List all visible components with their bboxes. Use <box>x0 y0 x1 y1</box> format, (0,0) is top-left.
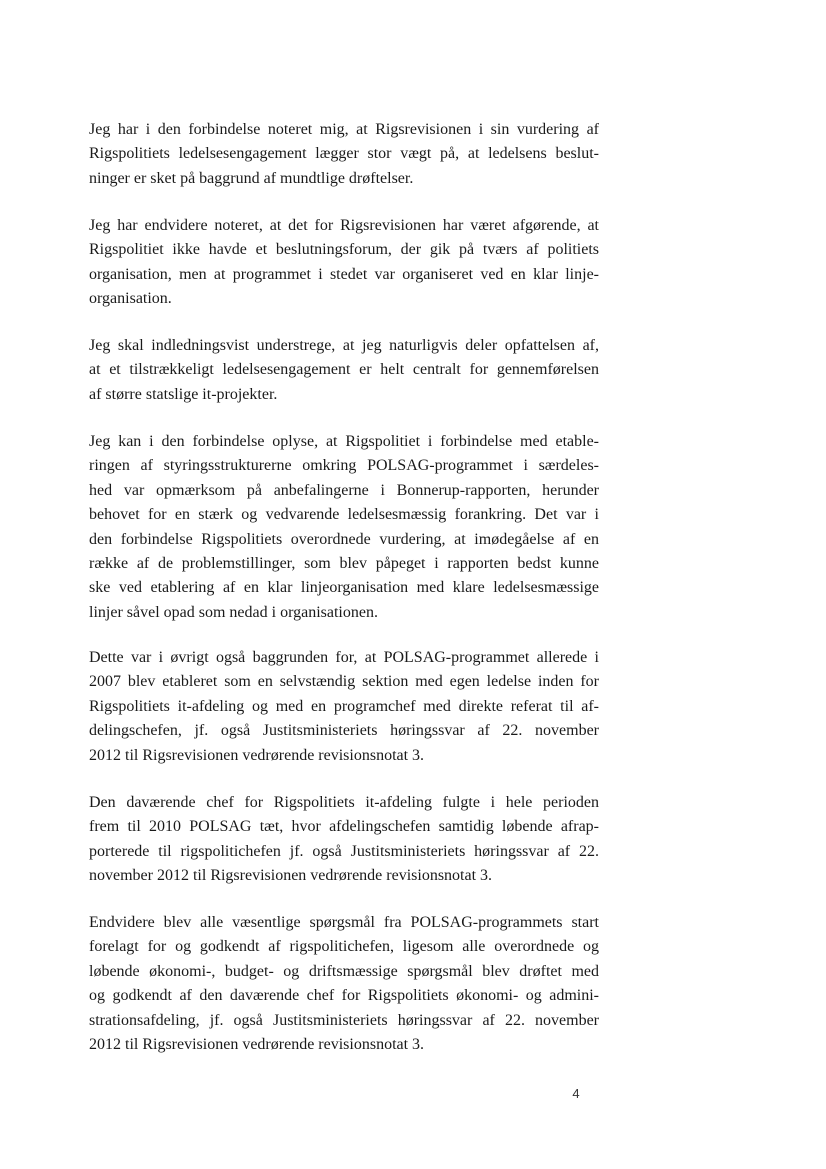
paragraph-7 <box>89 911 599 1057</box>
paragraph-4 <box>89 430 599 625</box>
text-line: organisation, men at programmet i stedet var organiseret ved en klar linje- <box>89 265 599 283</box>
text-line: Den daværende chef for Rigspolitiets it-afdeling fulgte i hele perioden <box>89 794 599 811</box>
text-line: den forbindelse Rigspolitiets overordnede vurdering, at imødegåelse af en <box>89 530 599 548</box>
paragraph-1 <box>89 118 599 191</box>
text-line: Jeg har i den forbindelse noteret mig, at Rigsrevisionen i sin vurdering af <box>89 121 599 138</box>
paragraph-6 <box>89 791 599 889</box>
text-line: 2012 til Rigsrevisionen vedrørende revisionsnotat 3. <box>89 1035 425 1053</box>
text-line: organisation. <box>89 290 172 308</box>
text-line: behovet for en stærk og vedvarende ledelsesmæssig forankring. Det var i <box>89 506 599 524</box>
text-line: og godkendt af den daværende chef for Rigspolitiets økonomi- og admini- <box>89 987 599 1005</box>
text-line: ringen af styringsstrukturerne omkring POLSAG-programmet i særdeles- <box>89 457 599 475</box>
text-line: løbende økonomi-, budget- og driftsmæssige spørgsmål blev drøftet med <box>89 962 599 980</box>
text-line: Rigspolitiet ikke havde et beslutningsforum, der gik på tværs af politiets <box>89 241 599 259</box>
page-number: 4 <box>572 1086 580 1101</box>
text-line: linjer såvel opad som nedad i organisationen. <box>89 603 378 621</box>
paragraph-2 <box>89 214 599 312</box>
text-line: strationsafdeling, jf. også Justitsministeriets høringssvar af 22. november <box>89 1011 599 1029</box>
text-line: Rigspolitiets ledelsesengagement lægger stor vægt på, at ledelsens beslut- <box>89 145 599 163</box>
paragraph-3 <box>89 334 599 407</box>
text-line: hed var opmærksom på anbefalingerne i Bonnerup-rapporten, herunder <box>89 481 599 499</box>
text-line: Rigspolitiets it-afdeling og med en programchef med direkte referat til af- <box>89 697 599 715</box>
text-line: 2007 blev etableret som en selvstændig sektion med egen ledelse inden for <box>89 673 599 691</box>
text-line: ske ved etablering af en klar linjeorganisation med klare ledelsesmæssige <box>89 579 599 597</box>
text-line: Jeg skal indledningsvist understrege, at jeg naturligvis deler opfattelsen af, <box>89 337 599 354</box>
text-line: række af de problemstillinger, som blev påpeget i rapporten bedst kunne <box>89 554 599 572</box>
text-line: forelagt for og godkendt af rigspolitichefen, ligesom alle overordnede og <box>89 938 599 956</box>
text-line: Endvidere blev alle væsentlige spørgsmål fra POLSAG-programmets start <box>89 914 599 931</box>
text-line: at et tilstrækkeligt ledelsesengagement er helt centralt for gennemførelsen <box>89 361 599 379</box>
text-line: af større statslige it-projekter. <box>89 385 278 403</box>
text-line: porterede til rigspolitichefen jf. også Justitsministeriets høringssvar af 22. <box>89 842 599 860</box>
text-line: november 2012 til Rigsrevisionen vedrørende revisionsnotat 3. <box>89 867 493 885</box>
text-line: Jeg har endvidere noteret, at det for Rigsrevisionen har været afgørende, at <box>89 217 599 234</box>
text-line: Jeg kan i den forbindelse oplyse, at Rigspolitiet i forbindelse med etable- <box>89 433 599 450</box>
text-line: delingschefen, jf. også Justitsministeriets høringssvar af 22. november <box>89 722 599 740</box>
text-line: ninger er sket på baggrund af mundtlige drøftelser. <box>89 169 414 187</box>
text-line: 2012 til Rigsrevisionen vedrørende revisionsnotat 3. <box>89 746 425 764</box>
text-line: frem til 2010 POLSAG tæt, hvor afdelingschefen samtidig løbende afrap- <box>89 818 599 836</box>
paragraph-5 <box>89 646 599 768</box>
text-line: Dette var i øvrigt også baggrunden for, at POLSAG-programmet allerede i <box>89 649 599 666</box>
